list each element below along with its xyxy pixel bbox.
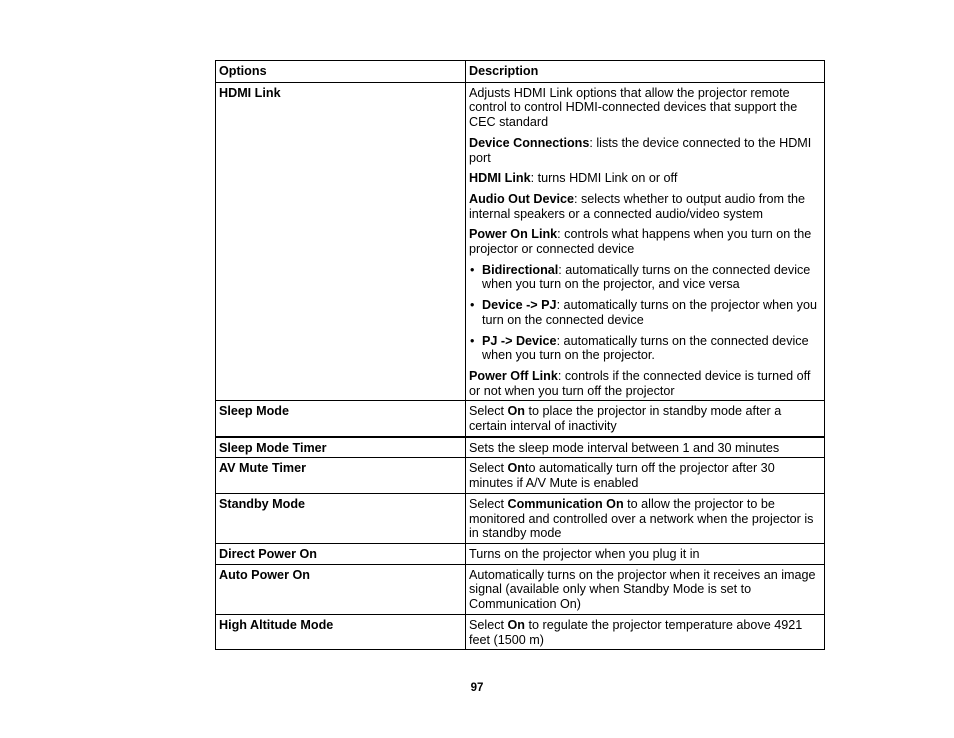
bullet-item: [469, 334, 821, 363]
bullet-list: [469, 263, 821, 363]
option-name: Auto Power On: [216, 564, 466, 614]
option-name: Sleep Mode Timer: [216, 437, 466, 458]
option-description: [466, 493, 825, 543]
term-definition: : selects whether to output audio from the internal speakers or a connected audio/video system: [469, 191, 805, 221]
term: Device -> PJ: [482, 298, 557, 313]
term: On: [507, 461, 526, 476]
term: On: [507, 404, 526, 419]
option-description: [466, 82, 825, 401]
option-description: [466, 458, 825, 493]
option-description: Automatically turns on the projector when it receives an image signal (available only when Standby Mode is set to Communication On): [466, 564, 825, 614]
description-text: Select: [469, 617, 508, 632]
term-definition: : controls if the connected device is turned off or not when you turn off the projector: [469, 368, 811, 398]
description-text: to place the projector in standby mode after a certain interval of inactivity: [469, 404, 782, 434]
table-row: [216, 614, 825, 649]
table-row: [216, 458, 825, 493]
description-paragraph: Adjusts HDMI Link options that allow the projector remote control to control HDMI-connected devices that support the CEC standard: [469, 85, 798, 130]
table-row: [216, 543, 825, 564]
term: Device Connections: [469, 135, 590, 150]
term-definition: : controls what happens when you turn on the projector or connected device: [469, 227, 812, 257]
table-row: [216, 401, 825, 437]
bullet-marker: •: [470, 333, 475, 348]
table-header-row: [216, 61, 825, 83]
option-name: Standby Mode: [216, 493, 466, 543]
description-paragraph: [469, 227, 821, 256]
description-text: Select: [469, 496, 508, 511]
description-paragraph: [469, 171, 821, 186]
term: Communication On: [507, 496, 624, 511]
bullet-item: [469, 263, 821, 292]
description-paragraph: [469, 369, 821, 398]
description-text: Select: [469, 461, 508, 476]
term-definition: : automatically turns on the connected device when you turn on the projector, and vice versa: [482, 262, 811, 292]
description-paragraph: [469, 192, 821, 221]
term: HDMI Link: [469, 171, 531, 186]
table-row: [216, 493, 825, 543]
option-description: Sets the sleep mode interval between 1 and 30 minutes: [466, 437, 825, 458]
option-description: [466, 614, 825, 649]
description-text: to automatically turn off the projector after 30 minutes if A/V Mute is enabled: [469, 461, 775, 491]
option-name: High Altitude Mode: [216, 614, 466, 649]
term: Bidirectional: [482, 262, 559, 277]
bullet-item: [469, 298, 821, 327]
term-definition: : automatically turns on the connected device when you turn on the projector.: [482, 333, 809, 363]
description-paragraph: [469, 136, 821, 165]
option-description: Turns on the projector when you plug it in: [466, 543, 825, 564]
description-column-header: Description: [466, 61, 825, 83]
bullet-marker: •: [470, 262, 475, 277]
table-row: [216, 82, 825, 401]
option-name: HDMI Link: [216, 82, 466, 401]
term-definition: : automatically turns on the projector when you turn on the connected device: [482, 298, 817, 327]
option-name: AV Mute Timer: [216, 458, 466, 493]
description-text: to allow the projector to be monitored and controlled over a network when the projector is in standby mode: [469, 496, 814, 541]
description-text: to regulate the projector temperature above 4921 feet (1500 m): [469, 617, 803, 647]
option-name: Direct Power On: [216, 543, 466, 564]
option-description: [466, 401, 825, 437]
term: Audio Out Device: [469, 191, 574, 206]
term: Power Off Link: [469, 368, 558, 383]
options-column-header: Options: [216, 61, 466, 83]
option-name: Sleep Mode: [216, 401, 466, 437]
term: Power On Link: [469, 227, 558, 242]
options-table: [215, 60, 825, 650]
term-definition: : turns HDMI Link on or off: [530, 171, 678, 186]
table-row: [216, 437, 825, 458]
description-text: Select: [469, 404, 508, 419]
term: On: [507, 617, 526, 632]
table-row: [216, 564, 825, 614]
page-number: 97: [470, 682, 484, 694]
term-definition: : lists the device connected to the HDMI port: [469, 135, 812, 165]
term: PJ -> Device: [482, 333, 557, 348]
bullet-marker: •: [470, 298, 475, 313]
